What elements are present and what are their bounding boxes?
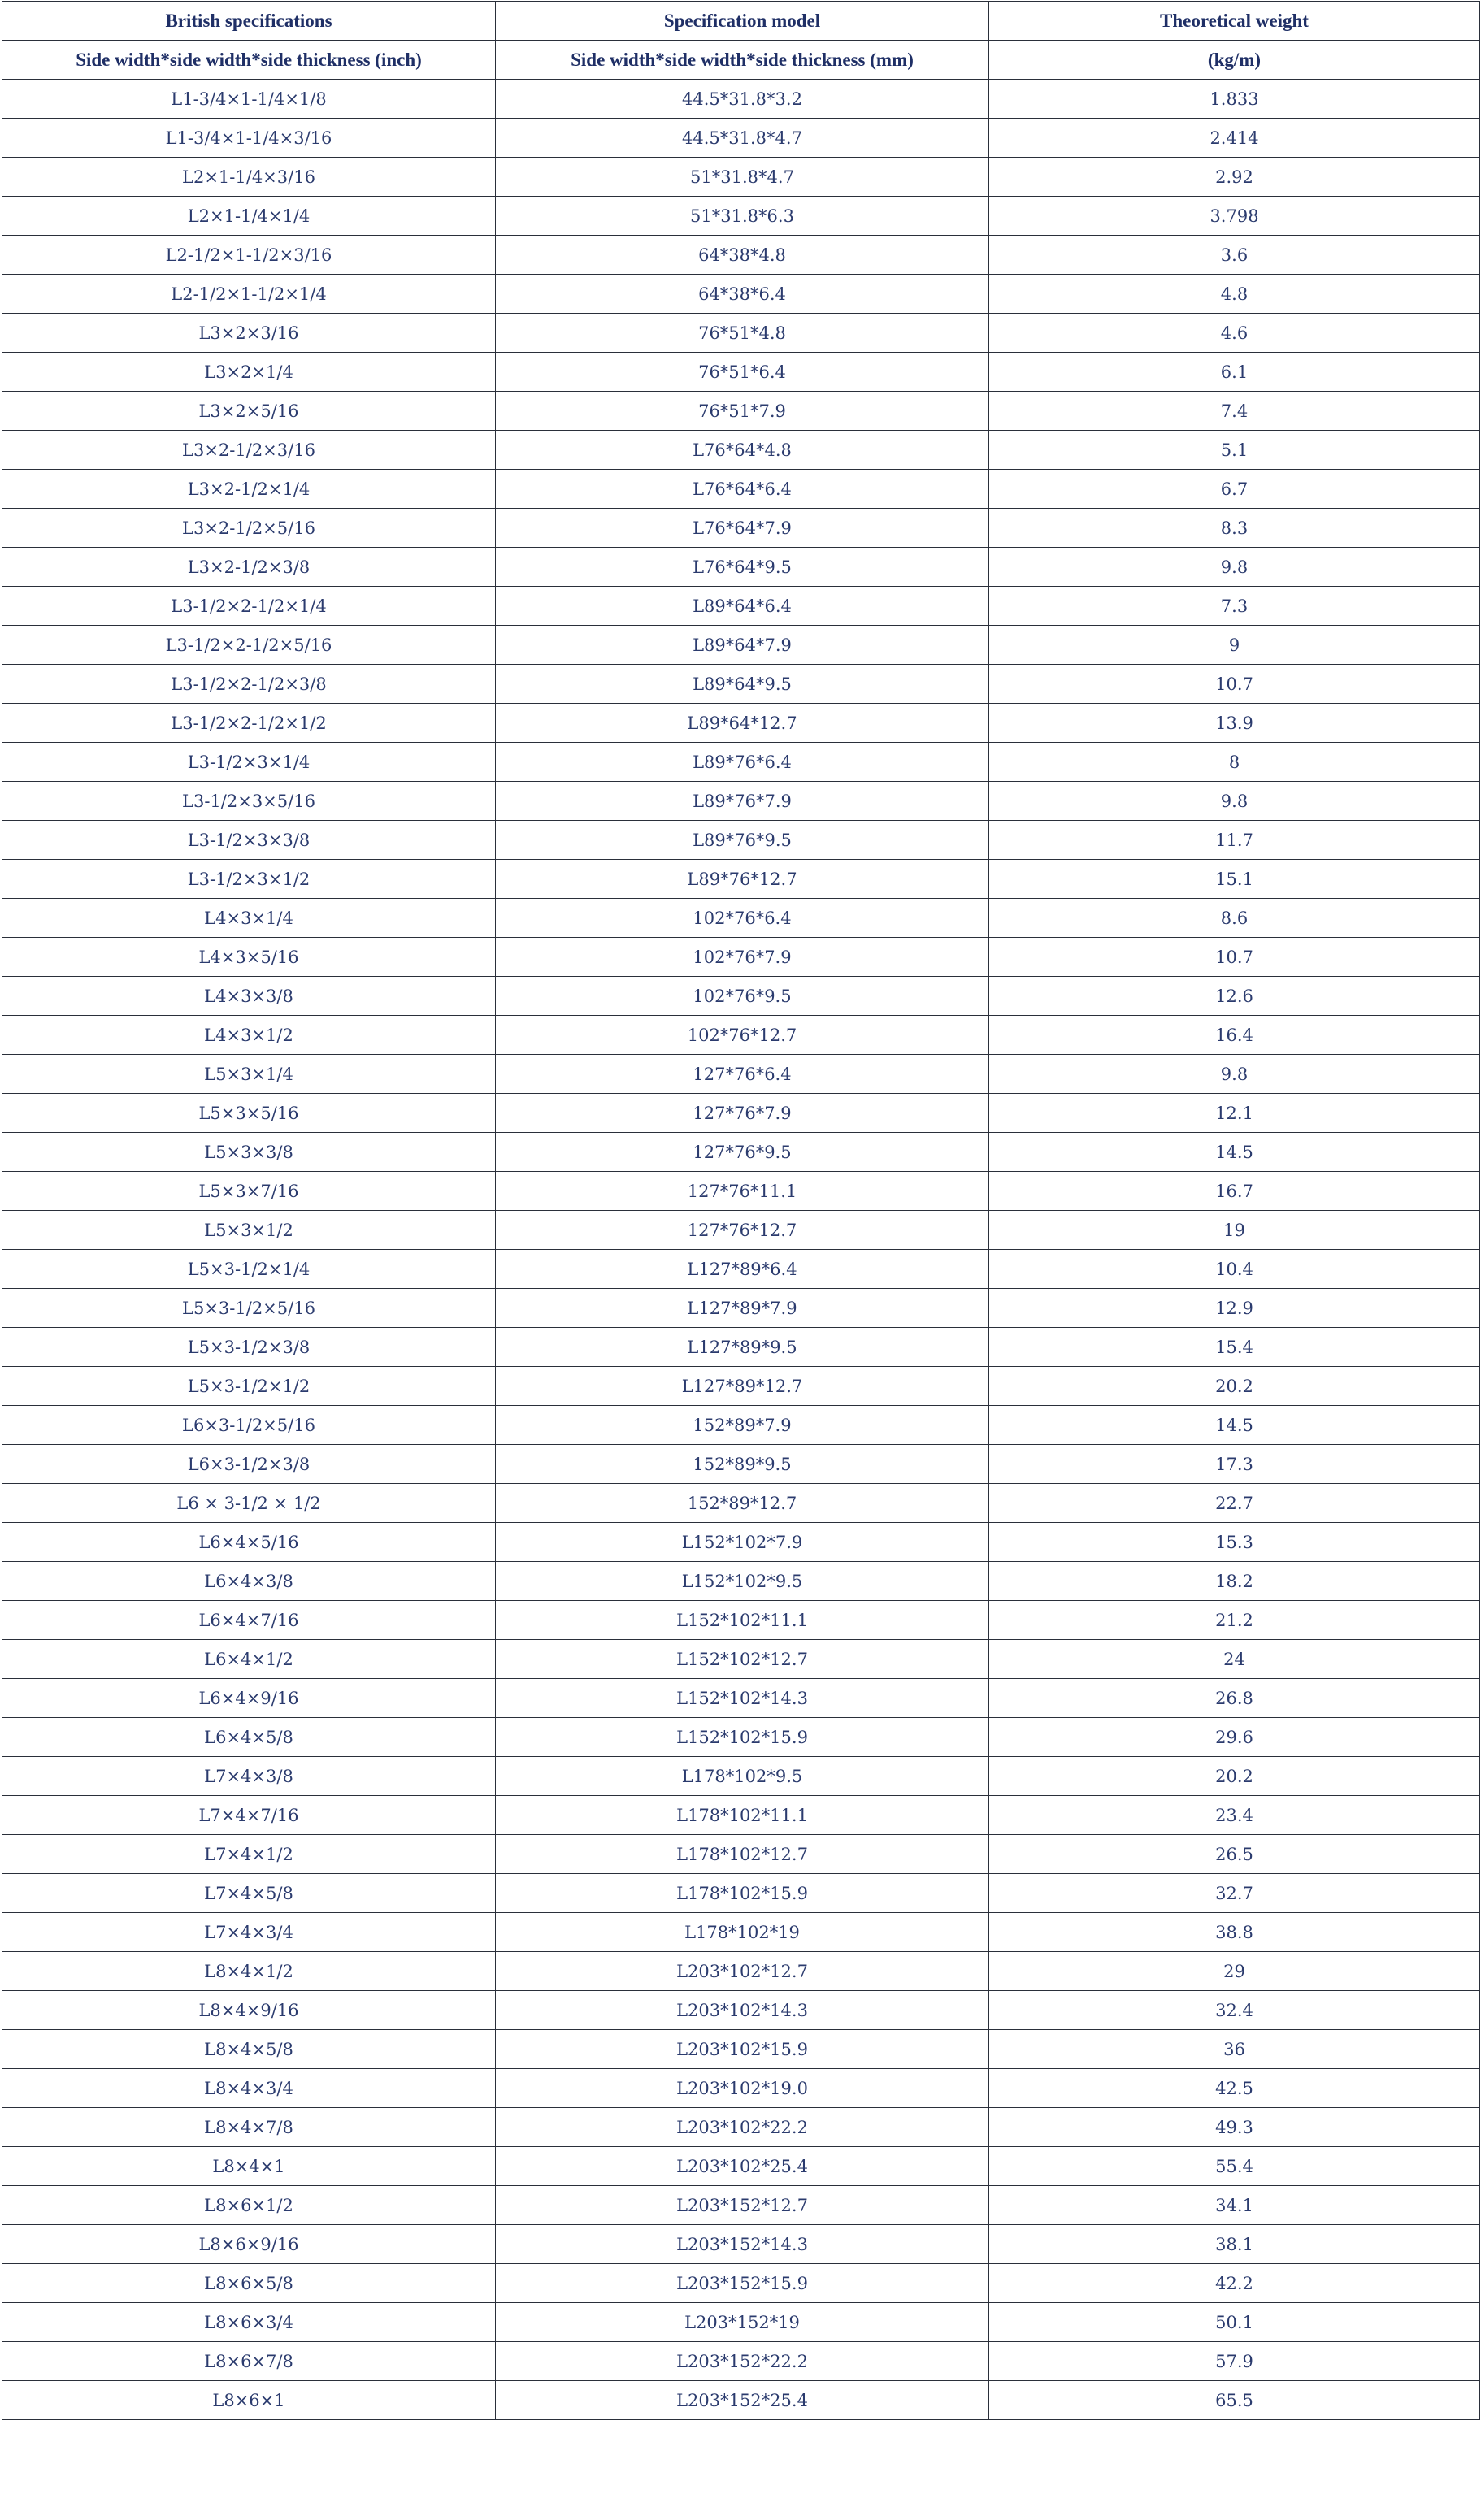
cell-theoretical-weight: 49.3 [989, 2108, 1480, 2147]
cell-british-spec: L8×4×9/16 [2, 1991, 496, 2030]
table-row [2, 119, 1480, 158]
cell-british-spec: L8×6×9/16 [2, 2225, 496, 2264]
cell-british-spec: L3-1/2×2-1/2×1/4 [2, 587, 496, 626]
table-row [2, 2186, 1480, 2225]
cell-british-spec: L3×2-1/2×3/16 [2, 431, 496, 470]
cell-british-spec: L2×1-1/4×3/16 [2, 158, 496, 197]
table-row [2, 938, 1480, 977]
header-inch-dimensions: Side width*side width*side thickness (inch) [2, 41, 496, 80]
cell-spec-model: L178*102*12.7 [496, 1835, 989, 1874]
table-row [2, 1601, 1480, 1640]
cell-theoretical-weight: 26.8 [989, 1679, 1480, 1718]
cell-spec-model: L152*102*15.9 [496, 1718, 989, 1757]
cell-spec-model: L76*64*4.8 [496, 431, 989, 470]
cell-spec-model: L127*89*12.7 [496, 1367, 989, 1406]
table-row [2, 1952, 1480, 1991]
cell-spec-model: 64*38*6.4 [496, 275, 989, 314]
cell-british-spec: L3×2-1/2×1/4 [2, 470, 496, 509]
cell-spec-model: L178*102*19 [496, 1913, 989, 1952]
header-row-titles [2, 2, 1480, 41]
table-row [2, 2225, 1480, 2264]
cell-theoretical-weight: 20.2 [989, 1757, 1480, 1796]
table-row [2, 1211, 1480, 1250]
cell-spec-model: L203*102*25.4 [496, 2147, 989, 2186]
cell-spec-model: 152*89*12.7 [496, 1484, 989, 1523]
cell-british-spec: L6×4×5/8 [2, 1718, 496, 1757]
cell-theoretical-weight: 4.6 [989, 314, 1480, 353]
cell-spec-model: 76*51*4.8 [496, 314, 989, 353]
table-row [2, 1406, 1480, 1445]
table-row [2, 2381, 1480, 2420]
cell-spec-model: L152*102*7.9 [496, 1523, 989, 1562]
cell-spec-model: L127*89*6.4 [496, 1250, 989, 1289]
cell-theoretical-weight: 16.4 [989, 1016, 1480, 1055]
cell-spec-model: 127*76*7.9 [496, 1094, 989, 1133]
cell-british-spec: L5×3-1/2×3/8 [2, 1328, 496, 1367]
cell-theoretical-weight: 9 [989, 626, 1480, 665]
table-row [2, 2264, 1480, 2303]
cell-british-spec: L4×3×1/2 [2, 1016, 496, 1055]
cell-theoretical-weight: 8 [989, 743, 1480, 782]
cell-spec-model: L203*102*14.3 [496, 1991, 989, 2030]
cell-british-spec: L3-1/2×2-1/2×1/2 [2, 704, 496, 743]
header-mm-dimensions: Side width*side width*side thickness (mm) [496, 41, 989, 80]
cell-british-spec: L3-1/2×3×1/4 [2, 743, 496, 782]
cell-theoretical-weight: 22.7 [989, 1484, 1480, 1523]
cell-spec-model: 102*76*12.7 [496, 1016, 989, 1055]
cell-spec-model: L89*76*6.4 [496, 743, 989, 782]
table-row [2, 704, 1480, 743]
cell-spec-model: 152*89*7.9 [496, 1406, 989, 1445]
cell-spec-model: L89*64*7.9 [496, 626, 989, 665]
table-row [2, 314, 1480, 353]
cell-spec-model: L203*152*14.3 [496, 2225, 989, 2264]
cell-theoretical-weight: 12.6 [989, 977, 1480, 1016]
cell-british-spec: L8×4×5/8 [2, 2030, 496, 2069]
cell-british-spec: L8×6×1/2 [2, 2186, 496, 2225]
cell-theoretical-weight: 17.3 [989, 1445, 1480, 1484]
cell-spec-model: L178*102*11.1 [496, 1796, 989, 1835]
cell-theoretical-weight: 15.3 [989, 1523, 1480, 1562]
cell-british-spec: L6×4×3/8 [2, 1562, 496, 1601]
table-row [2, 1679, 1480, 1718]
cell-spec-model: L127*89*7.9 [496, 1289, 989, 1328]
cell-theoretical-weight: 57.9 [989, 2342, 1480, 2381]
table-row [2, 509, 1480, 548]
table-row [2, 2030, 1480, 2069]
cell-british-spec: L5×3-1/2×1/4 [2, 1250, 496, 1289]
cell-spec-model: L152*102*9.5 [496, 1562, 989, 1601]
table-row [2, 392, 1480, 431]
table-row [2, 1094, 1480, 1133]
cell-theoretical-weight: 38.8 [989, 1913, 1480, 1952]
cell-spec-model: L89*76*9.5 [496, 821, 989, 860]
cell-british-spec: L8×6×1 [2, 2381, 496, 2420]
cell-british-spec: L4×3×5/16 [2, 938, 496, 977]
cell-spec-model: 102*76*7.9 [496, 938, 989, 977]
angle-steel-spec-table [2, 1, 1480, 2420]
header-theoretical-weight: Theoretical weight [989, 2, 1480, 41]
cell-british-spec: L1-3/4×1-1/4×1/8 [2, 80, 496, 119]
cell-theoretical-weight: 65.5 [989, 2381, 1480, 2420]
cell-theoretical-weight: 18.2 [989, 1562, 1480, 1601]
table-row [2, 2069, 1480, 2108]
table-row [2, 1250, 1480, 1289]
cell-british-spec: L3-1/2×3×3/8 [2, 821, 496, 860]
table-row [2, 1757, 1480, 1796]
cell-british-spec: L7×4×3/8 [2, 1757, 496, 1796]
cell-spec-model: L89*76*7.9 [496, 782, 989, 821]
cell-theoretical-weight: 36 [989, 2030, 1480, 2069]
cell-theoretical-weight: 3.6 [989, 236, 1480, 275]
table-row [2, 743, 1480, 782]
cell-theoretical-weight: 9.8 [989, 548, 1480, 587]
cell-british-spec: L8×6×5/8 [2, 2264, 496, 2303]
cell-spec-model: L76*64*6.4 [496, 470, 989, 509]
cell-spec-model: L203*152*12.7 [496, 2186, 989, 2225]
table-row [2, 548, 1480, 587]
cell-spec-model: 76*51*7.9 [496, 392, 989, 431]
cell-british-spec: L4×3×1/4 [2, 899, 496, 938]
cell-british-spec: L6×4×1/2 [2, 1640, 496, 1679]
table-row [2, 1133, 1480, 1172]
cell-british-spec: L6×3-1/2×5/16 [2, 1406, 496, 1445]
cell-british-spec: L3-1/2×2-1/2×3/8 [2, 665, 496, 704]
cell-theoretical-weight: 11.7 [989, 821, 1480, 860]
cell-british-spec: L7×4×5/8 [2, 1874, 496, 1913]
table-row [2, 158, 1480, 197]
cell-spec-model: L203*152*25.4 [496, 2381, 989, 2420]
cell-spec-model: 76*51*6.4 [496, 353, 989, 392]
cell-spec-model: 44.5*31.8*4.7 [496, 119, 989, 158]
table-row [2, 1874, 1480, 1913]
table-row [2, 860, 1480, 899]
cell-british-spec: L5×3-1/2×1/2 [2, 1367, 496, 1406]
table-row [2, 899, 1480, 938]
cell-theoretical-weight: 10.7 [989, 938, 1480, 977]
cell-spec-model: 51*31.8*4.7 [496, 158, 989, 197]
cell-british-spec: L5×3-1/2×5/16 [2, 1289, 496, 1328]
cell-theoretical-weight: 50.1 [989, 2303, 1480, 2342]
cell-theoretical-weight: 38.1 [989, 2225, 1480, 2264]
cell-british-spec: L1-3/4×1-1/4×3/16 [2, 119, 496, 158]
cell-spec-model: 44.5*31.8*3.2 [496, 80, 989, 119]
cell-british-spec: L7×4×7/16 [2, 1796, 496, 1835]
table-row [2, 665, 1480, 704]
table-row [2, 236, 1480, 275]
cell-british-spec: L3-1/2×2-1/2×5/16 [2, 626, 496, 665]
cell-theoretical-weight: 7.3 [989, 587, 1480, 626]
cell-theoretical-weight: 9.8 [989, 1055, 1480, 1094]
table-row [2, 821, 1480, 860]
table-row [2, 1445, 1480, 1484]
table-row [2, 1328, 1480, 1367]
cell-theoretical-weight: 24 [989, 1640, 1480, 1679]
cell-spec-model: L203*152*19 [496, 2303, 989, 2342]
table-body [2, 80, 1480, 2420]
cell-spec-model: L178*102*9.5 [496, 1757, 989, 1796]
cell-theoretical-weight: 7.4 [989, 392, 1480, 431]
table-row [2, 1796, 1480, 1835]
table-row [2, 275, 1480, 314]
cell-theoretical-weight: 19 [989, 1211, 1480, 1250]
cell-theoretical-weight: 10.4 [989, 1250, 1480, 1289]
table-row [2, 782, 1480, 821]
cell-theoretical-weight: 1.833 [989, 80, 1480, 119]
cell-theoretical-weight: 21.2 [989, 1601, 1480, 1640]
table-row [2, 1289, 1480, 1328]
cell-theoretical-weight: 8.6 [989, 899, 1480, 938]
cell-theoretical-weight: 20.2 [989, 1367, 1480, 1406]
cell-theoretical-weight: 4.8 [989, 275, 1480, 314]
cell-british-spec: L8×4×3/4 [2, 2069, 496, 2108]
cell-theoretical-weight: 10.7 [989, 665, 1480, 704]
cell-british-spec: L6×4×9/16 [2, 1679, 496, 1718]
cell-british-spec: L3×2-1/2×5/16 [2, 509, 496, 548]
cell-theoretical-weight: 42.5 [989, 2069, 1480, 2108]
table-row [2, 1172, 1480, 1211]
cell-spec-model: L203*152*22.2 [496, 2342, 989, 2381]
cell-spec-model: 127*76*9.5 [496, 1133, 989, 1172]
cell-theoretical-weight: 2.414 [989, 119, 1480, 158]
cell-british-spec: L3-1/2×3×1/2 [2, 860, 496, 899]
header-british-specifications: British specifications [2, 2, 496, 41]
cell-british-spec: L7×4×3/4 [2, 1913, 496, 1952]
cell-theoretical-weight: 14.5 [989, 1133, 1480, 1172]
cell-theoretical-weight: 29 [989, 1952, 1480, 1991]
table-row [2, 977, 1480, 1016]
cell-theoretical-weight: 9.8 [989, 782, 1480, 821]
cell-spec-model: 152*89*9.5 [496, 1445, 989, 1484]
table-row [2, 626, 1480, 665]
cell-british-spec: L3×2×5/16 [2, 392, 496, 431]
table-row [2, 1913, 1480, 1952]
cell-spec-model: L89*64*9.5 [496, 665, 989, 704]
header-specification-model: Specification model [496, 2, 989, 41]
cell-british-spec: L8×6×7/8 [2, 2342, 496, 2381]
cell-spec-model: L127*89*9.5 [496, 1328, 989, 1367]
cell-british-spec: L7×4×1/2 [2, 1835, 496, 1874]
cell-british-spec: L8×4×1/2 [2, 1952, 496, 1991]
cell-spec-model: L203*102*15.9 [496, 2030, 989, 2069]
cell-british-spec: L5×3×5/16 [2, 1094, 496, 1133]
cell-spec-model: 127*76*6.4 [496, 1055, 989, 1094]
cell-theoretical-weight: 16.7 [989, 1172, 1480, 1211]
cell-theoretical-weight: 23.4 [989, 1796, 1480, 1835]
table-row [2, 197, 1480, 236]
table-row [2, 2342, 1480, 2381]
cell-theoretical-weight: 8.3 [989, 509, 1480, 548]
cell-spec-model: L152*102*11.1 [496, 1601, 989, 1640]
table-row [2, 1367, 1480, 1406]
cell-spec-model: L76*64*9.5 [496, 548, 989, 587]
cell-spec-model: L89*76*12.7 [496, 860, 989, 899]
table-row [2, 470, 1480, 509]
cell-theoretical-weight: 6.7 [989, 470, 1480, 509]
cell-british-spec: L8×6×3/4 [2, 2303, 496, 2342]
cell-spec-model: L76*64*7.9 [496, 509, 989, 548]
cell-theoretical-weight: 55.4 [989, 2147, 1480, 2186]
cell-spec-model: L203*102*12.7 [496, 1952, 989, 1991]
cell-british-spec: L8×4×7/8 [2, 2108, 496, 2147]
cell-british-spec: L3-1/2×3×5/16 [2, 782, 496, 821]
cell-theoretical-weight: 42.2 [989, 2264, 1480, 2303]
table-row [2, 2147, 1480, 2186]
cell-theoretical-weight: 5.1 [989, 431, 1480, 470]
cell-british-spec: L8×4×1 [2, 2147, 496, 2186]
cell-british-spec: L2×1-1/4×1/4 [2, 197, 496, 236]
cell-british-spec: L2-1/2×1-1/2×1/4 [2, 275, 496, 314]
table-row [2, 2108, 1480, 2147]
table-row [2, 80, 1480, 119]
cell-british-spec: L3×2-1/2×3/8 [2, 548, 496, 587]
cell-spec-model: L152*102*14.3 [496, 1679, 989, 1718]
cell-british-spec: L5×3×3/8 [2, 1133, 496, 1172]
cell-british-spec: L5×3×7/16 [2, 1172, 496, 1211]
cell-british-spec: L3×2×1/4 [2, 353, 496, 392]
table-row [2, 1640, 1480, 1679]
table-row [2, 1016, 1480, 1055]
cell-spec-model: L203*102*19.0 [496, 2069, 989, 2108]
cell-british-spec: L3×2×3/16 [2, 314, 496, 353]
cell-spec-model: L178*102*15.9 [496, 1874, 989, 1913]
table-row [2, 1991, 1480, 2030]
cell-theoretical-weight: 13.9 [989, 704, 1480, 743]
table-row [2, 1718, 1480, 1757]
cell-british-spec: L5×3×1/2 [2, 1211, 496, 1250]
cell-british-spec: L6 × 3-1/2 × 1/2 [2, 1484, 496, 1523]
cell-theoretical-weight: 12.1 [989, 1094, 1480, 1133]
cell-spec-model: 102*76*9.5 [496, 977, 989, 1016]
table-header [2, 2, 1480, 80]
cell-theoretical-weight: 12.9 [989, 1289, 1480, 1328]
cell-theoretical-weight: 15.4 [989, 1328, 1480, 1367]
cell-british-spec: L6×3-1/2×3/8 [2, 1445, 496, 1484]
table-row [2, 353, 1480, 392]
cell-theoretical-weight: 32.7 [989, 1874, 1480, 1913]
cell-theoretical-weight: 3.798 [989, 197, 1480, 236]
cell-british-spec: L5×3×1/4 [2, 1055, 496, 1094]
cell-theoretical-weight: 29.6 [989, 1718, 1480, 1757]
cell-spec-model: L203*102*22.2 [496, 2108, 989, 2147]
cell-theoretical-weight: 6.1 [989, 353, 1480, 392]
cell-spec-model: 51*31.8*6.3 [496, 197, 989, 236]
table-row [2, 2303, 1480, 2342]
cell-british-spec: L2-1/2×1-1/2×3/16 [2, 236, 496, 275]
table-row [2, 587, 1480, 626]
table-row [2, 1484, 1480, 1523]
cell-spec-model: L89*64*12.7 [496, 704, 989, 743]
cell-theoretical-weight: 32.4 [989, 1991, 1480, 2030]
table-row [2, 1055, 1480, 1094]
cell-spec-model: L152*102*12.7 [496, 1640, 989, 1679]
cell-spec-model: 102*76*6.4 [496, 899, 989, 938]
header-weight-unit: (kg/m) [989, 41, 1480, 80]
cell-spec-model: L89*64*6.4 [496, 587, 989, 626]
cell-british-spec: L6×4×7/16 [2, 1601, 496, 1640]
table-row [2, 1835, 1480, 1874]
cell-spec-model: 127*76*11.1 [496, 1172, 989, 1211]
cell-british-spec: L6×4×5/16 [2, 1523, 496, 1562]
cell-theoretical-weight: 2.92 [989, 158, 1480, 197]
cell-theoretical-weight: 34.1 [989, 2186, 1480, 2225]
cell-british-spec: L4×3×3/8 [2, 977, 496, 1016]
cell-spec-model: 127*76*12.7 [496, 1211, 989, 1250]
cell-spec-model: L203*152*15.9 [496, 2264, 989, 2303]
table-row [2, 431, 1480, 470]
cell-theoretical-weight: 14.5 [989, 1406, 1480, 1445]
table-row [2, 1523, 1480, 1562]
cell-spec-model: 64*38*4.8 [496, 236, 989, 275]
cell-theoretical-weight: 15.1 [989, 860, 1480, 899]
table-row [2, 1562, 1480, 1601]
header-row-units [2, 41, 1480, 80]
cell-theoretical-weight: 26.5 [989, 1835, 1480, 1874]
